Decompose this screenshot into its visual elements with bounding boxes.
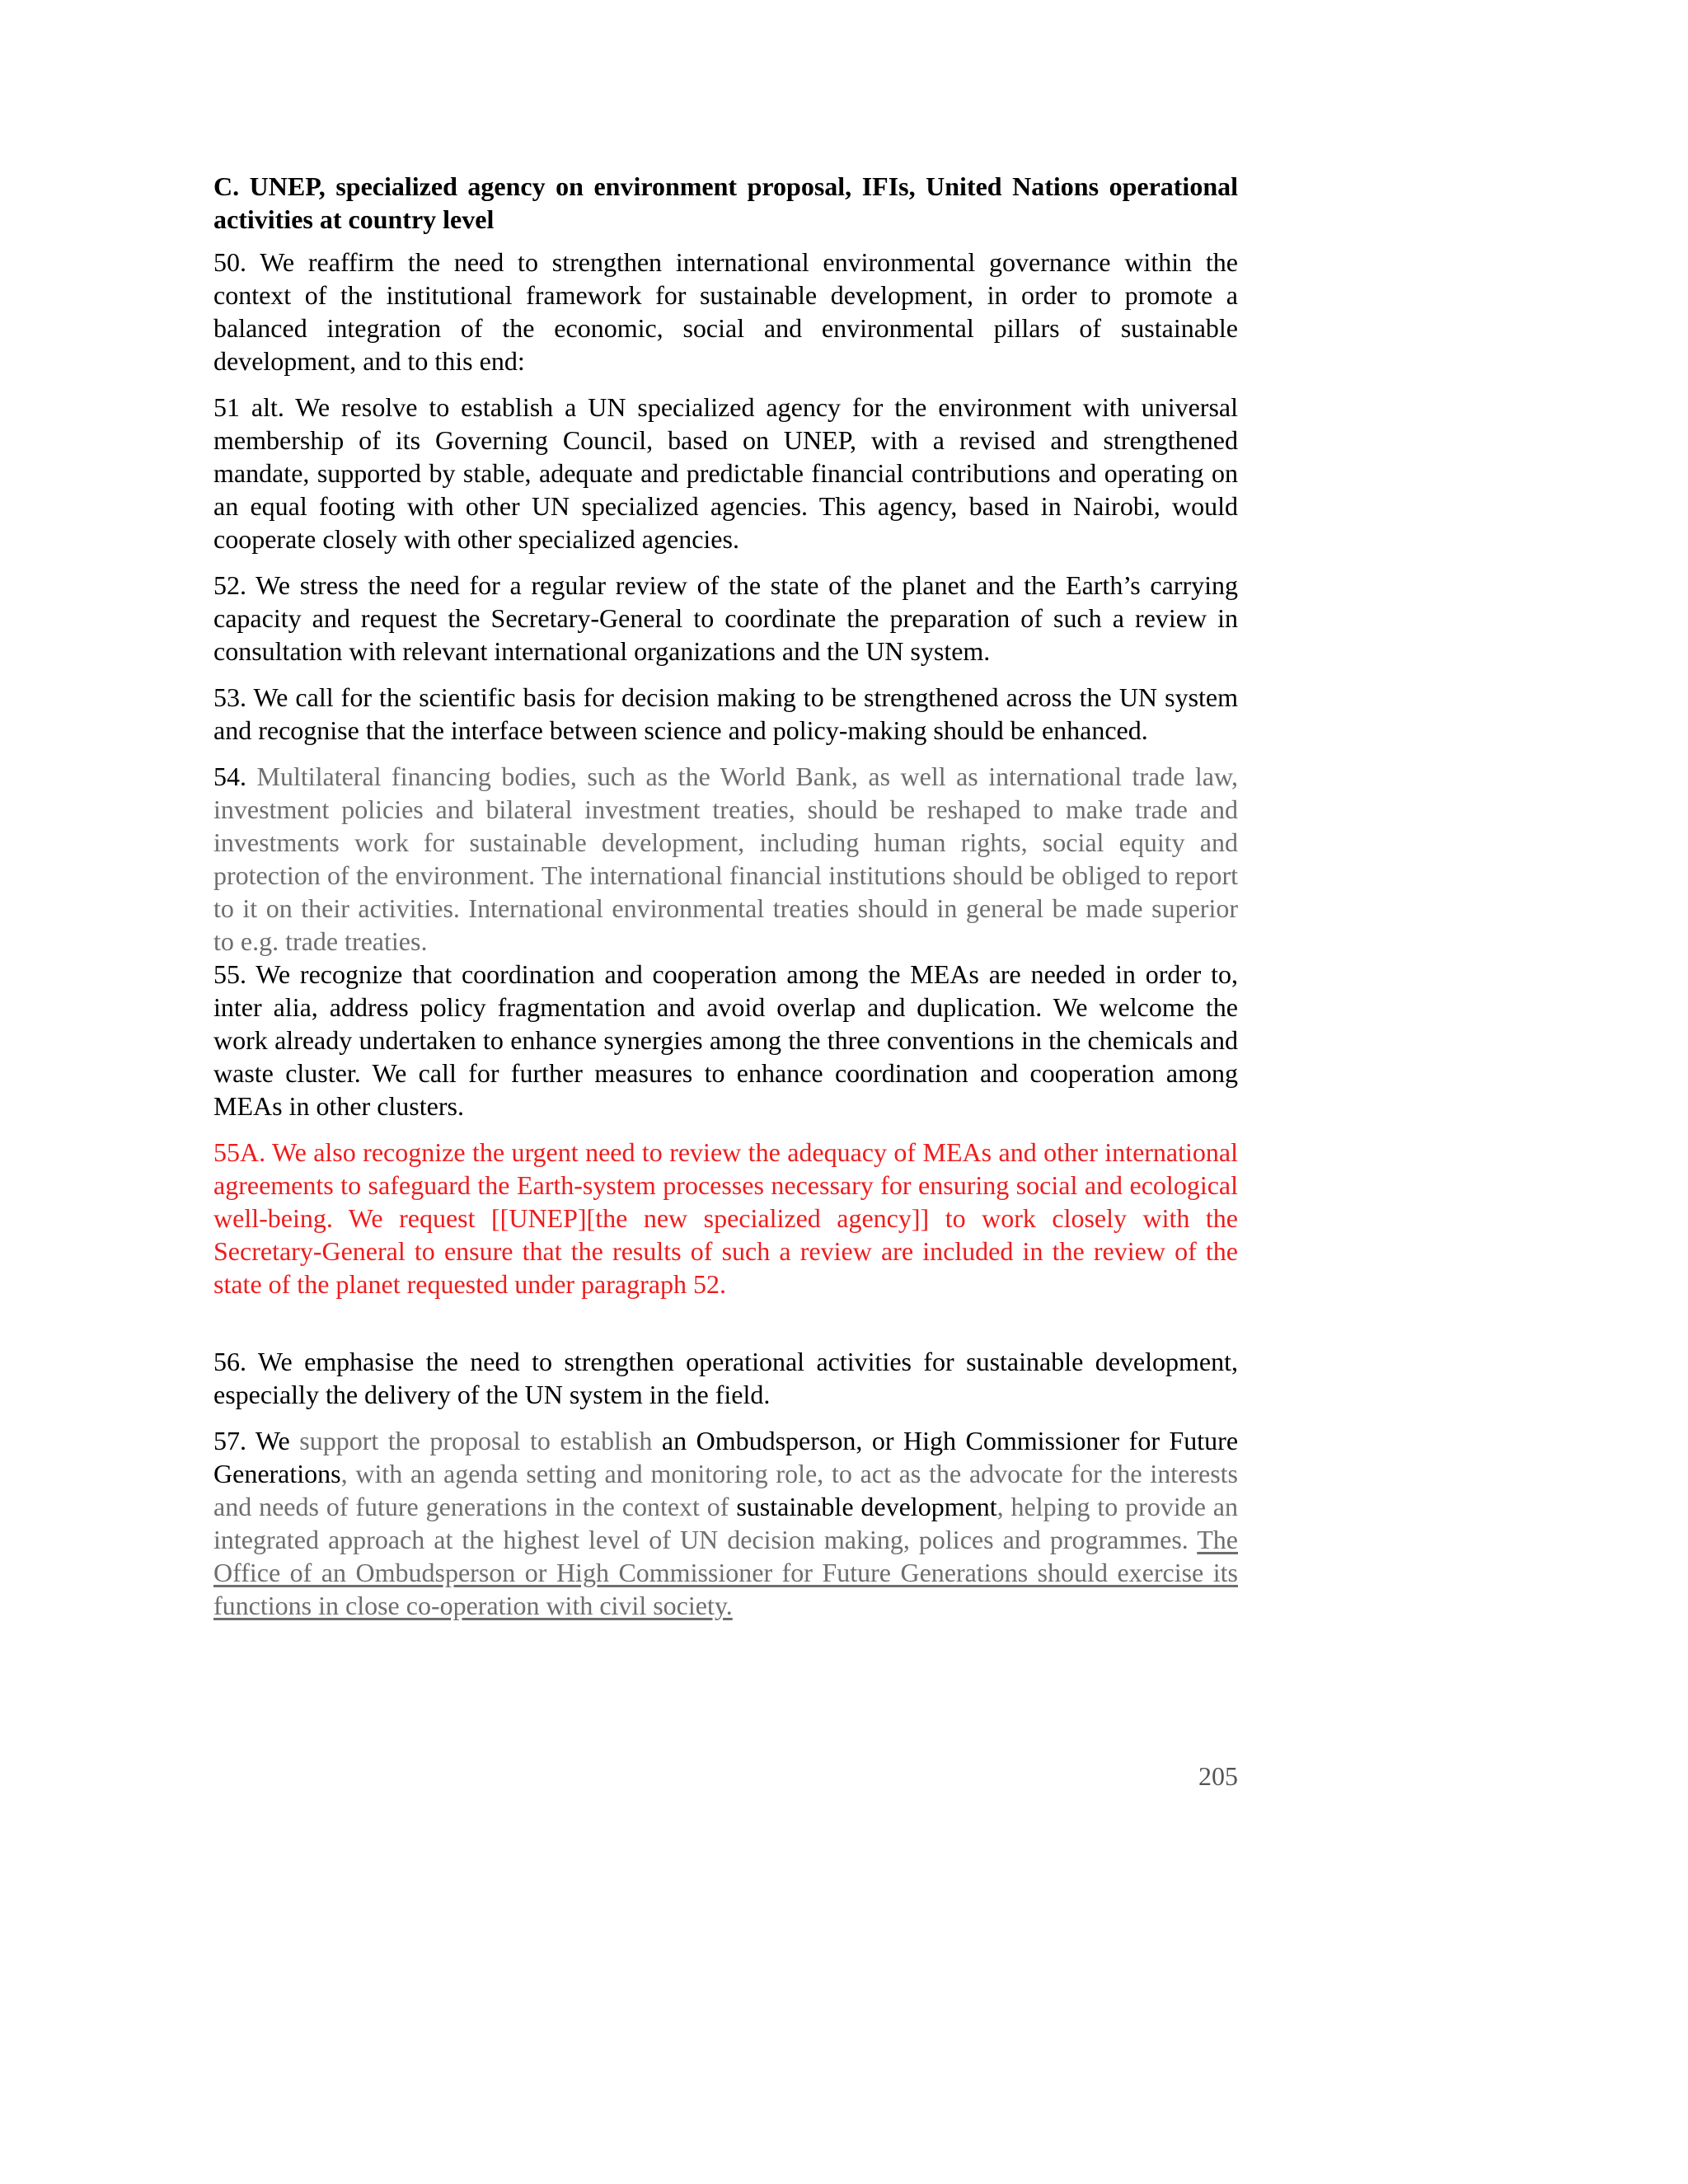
paragraph-54-text: Multilateral financing bodies, such as the World Bank, as well as international trade law, investment policies and bilateral investment treaties, should be reshaped to make trade and investments work for sustainable development, including human rights, social equity and protection of the environment. The international financial institutions should be obliged to report to it on their activities. International environmental treaties should in general be made superior to e.g. trade treaties. (213, 762, 1238, 956)
paragraph-57-role: , with an agenda setting and monitoring role, to act as the advocate for the interests and needs of future generations in the context of (213, 1459, 1238, 1521)
paragraph-57-proposal: support the proposal to establish (289, 1426, 662, 1455)
paragraph-52: 52. We stress the need for a regular review of the state of the planet and the Earth’s carrying capacity and request the Secretary-General to coordinate the preparation of such a review in consultation with relevant international organizations and the UN system. (213, 570, 1238, 666)
section-heading: C. UNEP, specialized agency on environment proposal, IFIs, United Nations operational activities at country level (213, 171, 1238, 234)
paragraph-57-sustainable-development: sustainable development (736, 1492, 997, 1521)
paragraph-50: 50. We reaffirm the need to strengthen international environmental governance within the context of the institutional framework for sustainable development, in order to promote a balanced integration of the economic, social and environmental pillars of sustainable development, and to this end: (213, 247, 1238, 376)
paragraph-55: 55. We recognize that coordination and cooperation among the MEAs are needed in order to, inter alia, address policy fragmentation and avoid overlap and duplication. We welcome the work already undertaken to enhance synergies among the three conventions in the chemicals and waste cluster. We call for further measures to enhance coordination and cooperation among MEAs in other clusters. (213, 959, 1238, 1121)
document-body (213, 170, 1238, 1635)
paragraph-57-approach: , helping to provide an integrated approach at the highest level of UN decision making, polices and programmes. (213, 1492, 1238, 1554)
paragraph-54 (213, 760, 1238, 958)
paragraph-54-number: 54. (213, 762, 246, 791)
paragraph-57 (213, 1424, 1238, 1622)
paragraph-57-lead: 57. We (213, 1426, 290, 1455)
page-number: 205 (1198, 1761, 1238, 1791)
paragraph-57-office-insertion: The Office of an Ombudsperson or High Commissioner for Future Generations should exercise its functions in close co-operation with civil society. (213, 1525, 1238, 1620)
paragraph-53: 53. We call for the scientific basis for decision making to be strengthened across the UN system and recognise that the interface between science and policy-making should be enhanced. (213, 682, 1238, 745)
paragraph-51-alt: 51 alt. We resolve to establish a UN specialized agency for the environment with universal membership of its Governing Council, based on UNEP, with a revised and strengthened mandate, supported by stable, adequate and predictable financial contributions and operating on an equal footing with other UN specialized agencies. This agency, based in Nairobi, would cooperate closely with other specialized agencies. (213, 392, 1238, 554)
paragraph-57-ombudsperson: an Ombudsperson, or High Commissioner for Future Generations (213, 1426, 1239, 1488)
paragraph-55a: 55A. We also recognize the urgent need to review the adequacy of MEAs and other international agreements to safeguard the Earth-system processes necessary for ensuring social and ecological well-being. We request [[UNEP][the new specialized agency]] to work closely with the Secretary-General to ensure that the results of such a review are included in the review of the state of the planet requested under paragraph 52. (213, 1137, 1238, 1299)
paragraph-56: 56. We emphasise the need to strengthen operational activities for sustainable development, especially the delivery of the UN system in the field. (213, 1347, 1238, 1409)
